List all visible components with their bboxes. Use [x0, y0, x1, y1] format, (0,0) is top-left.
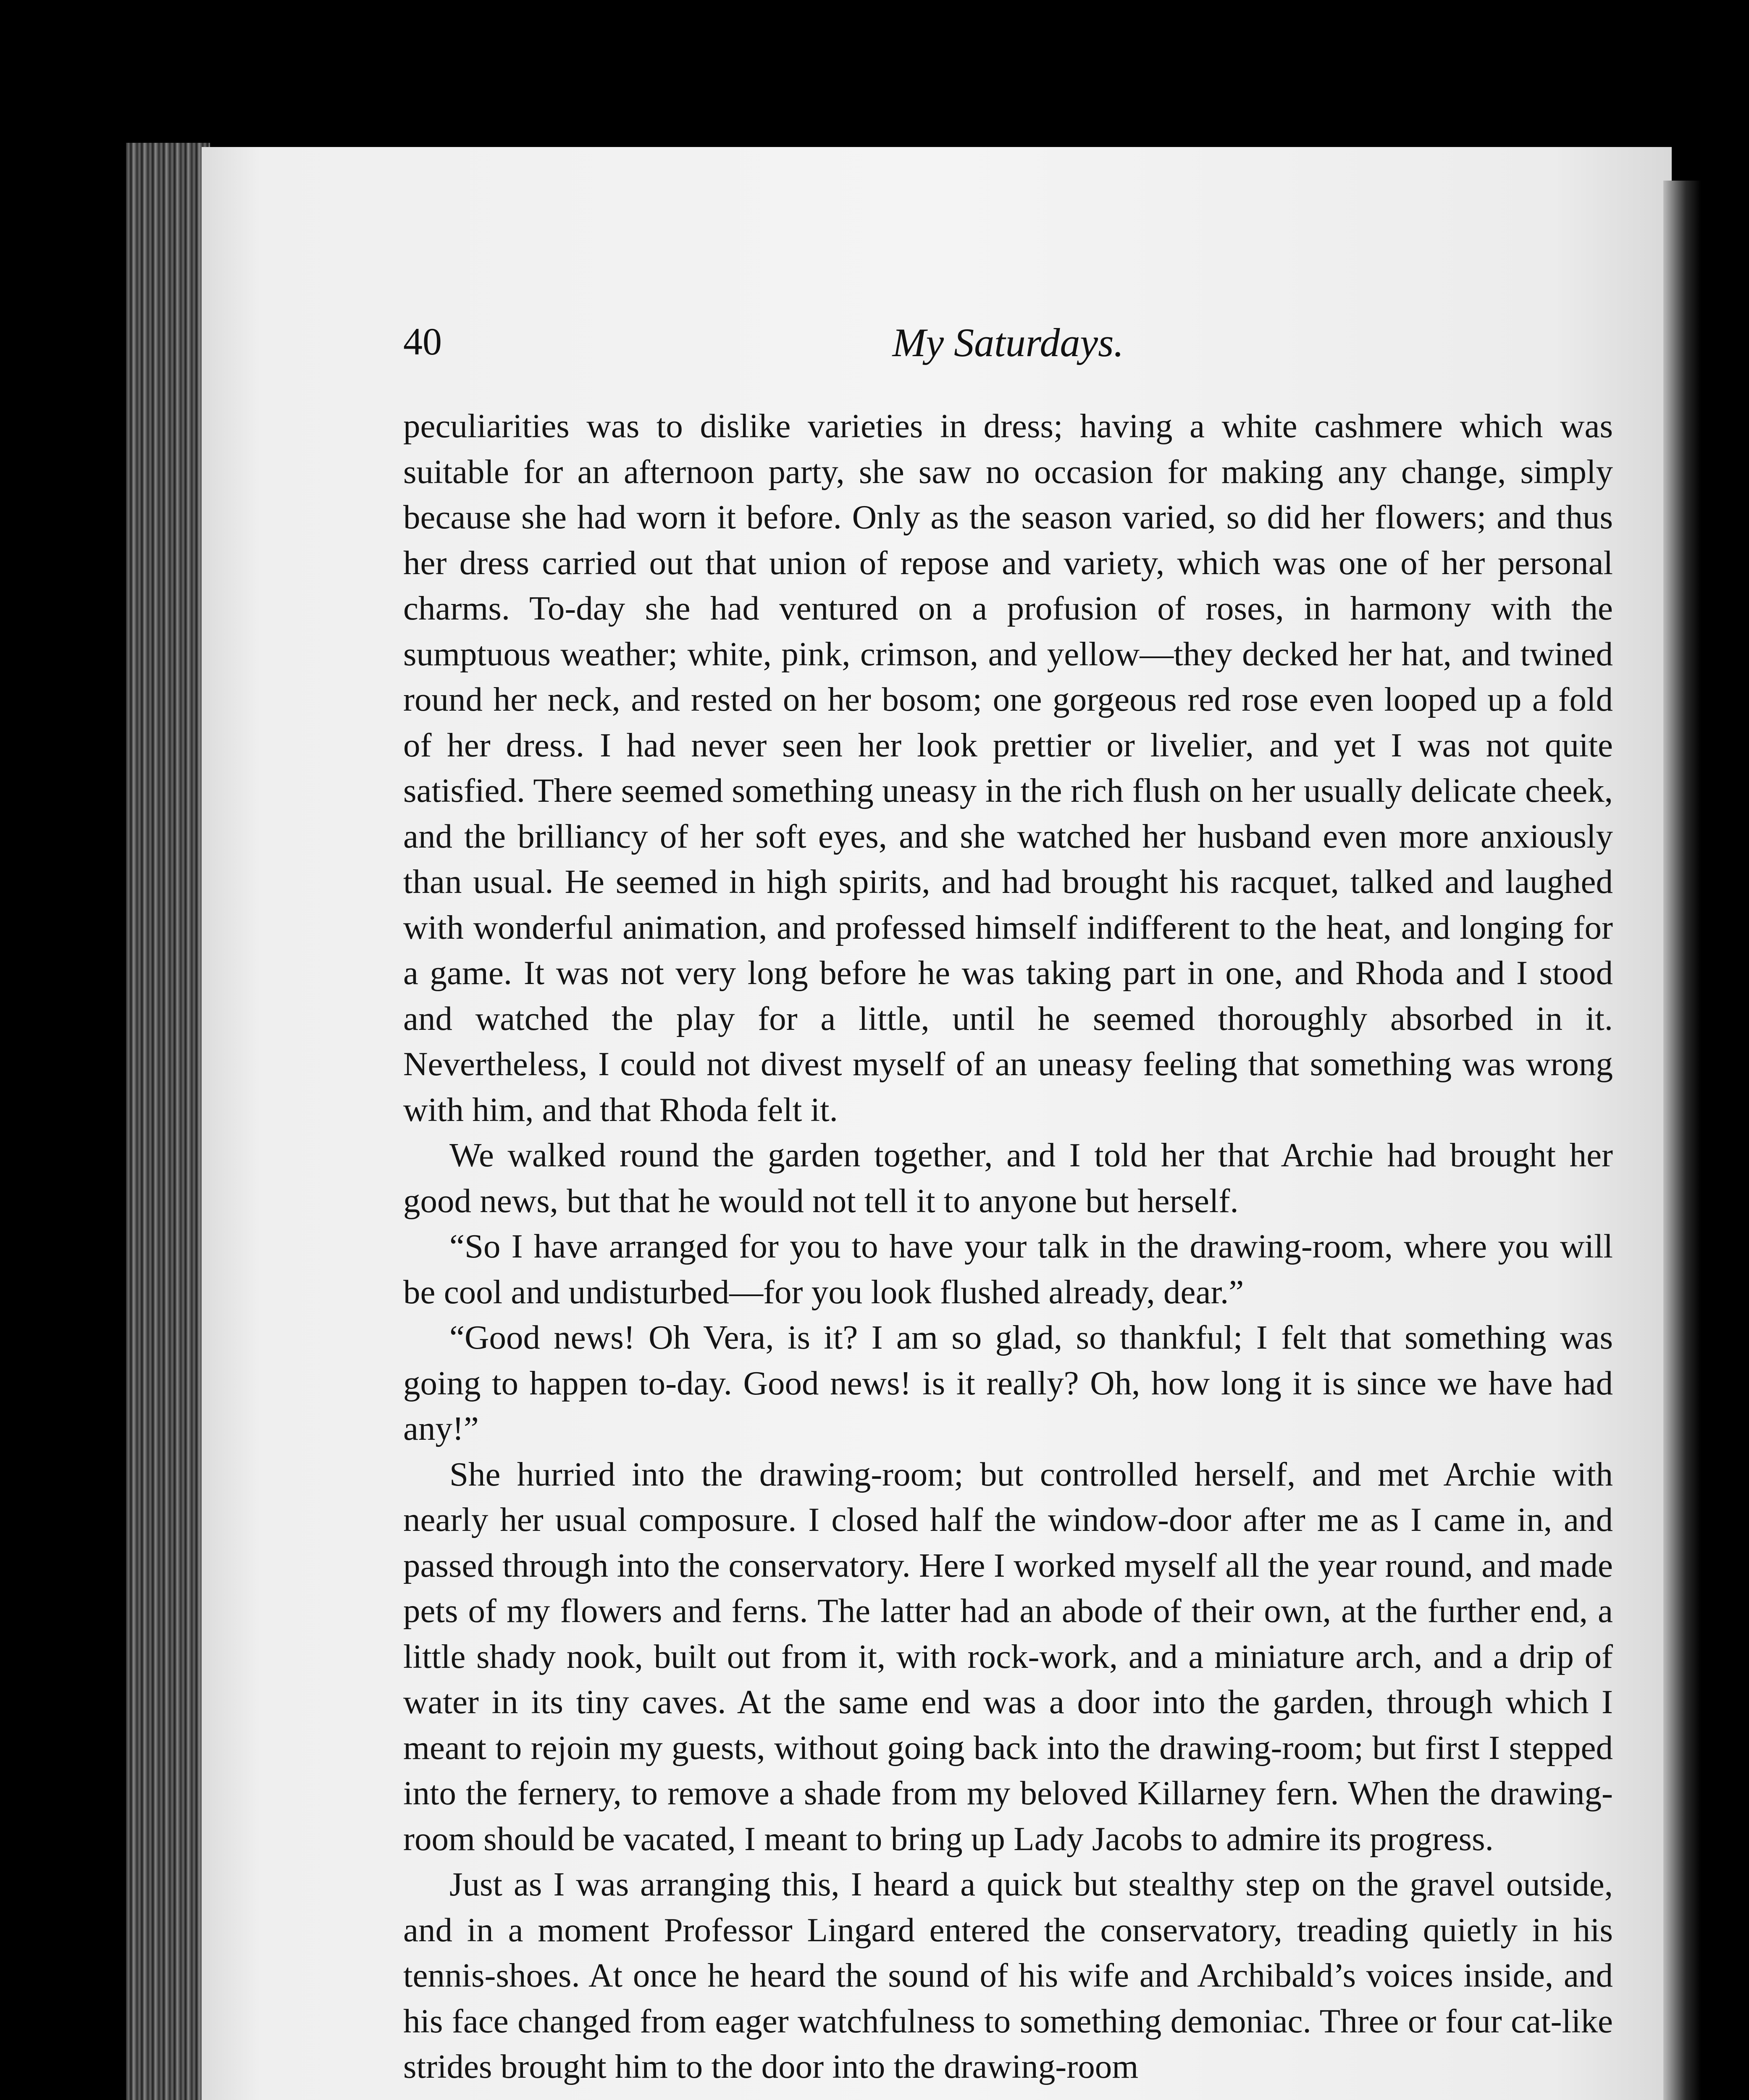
paragraph: “Good news! Oh Vera, is it? I am so glad, so thankful; I felt that something was going to happen to-day. Good news! is it really? Oh, how long it is since we have had any!”	[403, 1318, 1613, 1447]
page-number: 40	[403, 320, 442, 363]
page-title: My Saturdays.	[892, 320, 1124, 365]
book-spine-edge	[126, 143, 210, 2100]
paragraph: She hurried into the drawing-room; but controlled herself, and met Archie with nearly her usual composure. I closed half the window-door after me as I came in, and passed through into the conservatory. Here I worked myself all the year round, and made pets of my flowers and ferns. The latter had an abode of their own, at the further end, a little shady nook, built out from it, with rock-work, and a miniature arch, and a drip of water in its tiny caves. At the same end was a door into the garden, through which I meant to rejoin my guests, without going back into the drawing-room; but first I stepped into the fernery, to remove a shade from my beloved Killarney fern. When the drawing-room should be vacated, I meant to bring up Lady Jacobs to admire its progress.	[403, 1455, 1613, 1858]
paragraph: peculiarities was to dislike varieties in dress; having a white cashmere which was suitable for an afternoon party, she saw no occasion for making any change, simply because she had worn it before. Only as the season varied, so did her flowers; and thus her dress carried out that union of repose and variety, which was one of her personal charms. To-day she had ventured on a profusion of roses, in harmony with the sumptuous weather; white, pink, crimson, and yellow—they decked her hat, and twined round her neck, and rested on her bosom; one gorgeous red rose even looped up a fold of her dress. I had never seen her look prettier or livelier, and yet I was not quite satisfied. There seemed something uneasy in the rich flush on her usually delicate cheek, and the brilliancy of her soft eyes, and she watched her husband even more anxiously than usual. He seemed in high spirits, and had brought his racquet, talked and laughed with wonderful animation, and professed himself indifferent to the heat, and longing for a game. It was not very long before he was taking part in one, and Rhoda and I stood and watched the play for a little, until he seemed thoroughly absorbed in it. Nevertheless, I could not divest myself of an uneasy feeling that something was wrong with him, and that Rhoda felt it.	[403, 407, 1613, 1129]
page-right-shadow	[1663, 181, 1701, 2100]
paragraph: Just as I was arranging this, I heard a quick but stealthy step on the gravel outside, and in a moment Professor Lingard entered the conservatory, treading quietly in his tennis-shoes. At once he heard the sound of his wife and Archibald’s voices inside, and his face changed from eager watchfulness to something demoniac. Three or four cat-like strides brought him to the door into the drawing-room	[403, 1865, 1613, 2085]
body-text	[403, 403, 1613, 2100]
paragraph: We walked round the garden together, and I told her that Archie had brought her good news, but that he would not tell it to anyone but herself.	[403, 1136, 1613, 1220]
paragraph: “So I have arranged for you to have your talk in the drawing-room, where you will be cool and undisturbed—for you look flushed already, dear.”	[403, 1227, 1613, 1311]
running-head	[403, 319, 1613, 378]
